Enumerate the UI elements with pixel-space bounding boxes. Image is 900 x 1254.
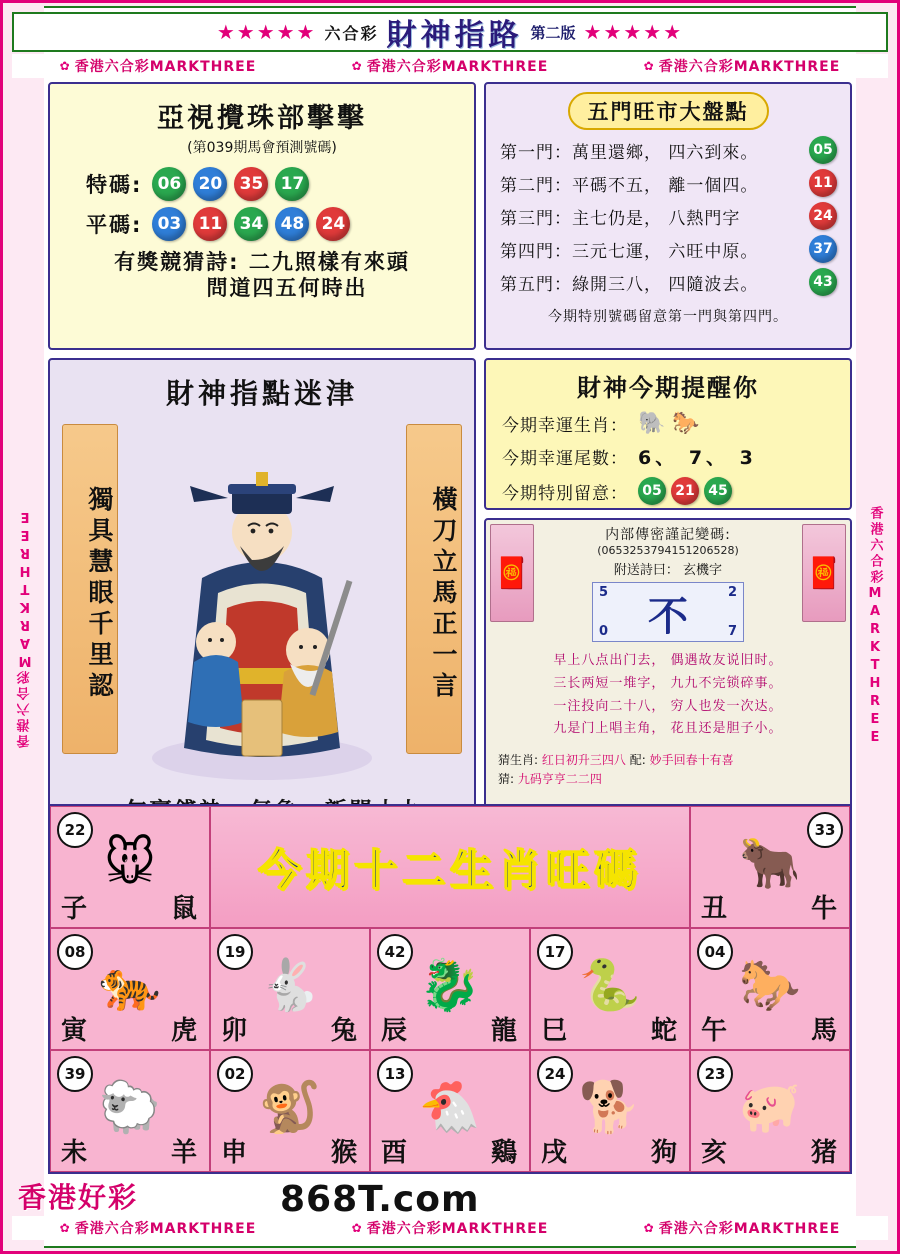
zodiac-number: 13: [377, 1056, 413, 1092]
secret-code-line3: 附送詩曰： 玄機字: [613, 563, 723, 578]
marquee-item: [60, 1218, 257, 1238]
zodiac-branch: 子: [61, 894, 88, 924]
pig-icon: 🐖: [738, 1077, 802, 1136]
special-number-row: [86, 167, 464, 201]
marquee-text: 香港六合彩MARKTHREE: [366, 59, 549, 75]
zodiac-cell-rat[interactable]: [50, 806, 210, 928]
footer-website: 868T.com: [280, 1179, 480, 1220]
special-ball: 06: [152, 167, 186, 201]
zodiac-number: 02: [217, 1056, 253, 1092]
clover-icon: ✿: [643, 1221, 655, 1235]
marquee-item: [644, 1218, 841, 1238]
marquee-item: [352, 1218, 549, 1238]
zodiac-cell-dog[interactable]: [530, 1050, 690, 1172]
gate-ball: 37: [809, 235, 837, 263]
gate-row: [500, 169, 842, 197]
secret-guess-block: [498, 751, 838, 789]
goat-icon: 🐑: [98, 1077, 162, 1136]
guess-value: 九码亨亨二二四: [517, 772, 602, 787]
zodiac-branch: 戌: [541, 1138, 568, 1168]
rooster-icon: 🐔: [418, 1077, 482, 1136]
secret-poem-line: 一注投向二十八， 穷人也发一次达。: [553, 698, 783, 714]
gate-ball: 11: [809, 169, 837, 197]
zodiac-branch: 巳: [541, 1016, 568, 1046]
clover-icon: ✿: [59, 59, 71, 73]
zodiac-branch: 丑: [701, 894, 728, 924]
marquee-text: 香港六合彩MARKTHREE: [658, 59, 841, 75]
normal-ball: 03: [152, 207, 186, 241]
zodiac-cell-tiger[interactable]: [50, 928, 210, 1050]
special-ball: 20: [193, 167, 227, 201]
marquee-text: 香港六合彩MARKTHREE: [366, 1221, 549, 1237]
zodiac-animal: 牛: [810, 894, 837, 924]
god-of-wealth-image: [126, 416, 398, 788]
zodiac-cell-rooster[interactable]: [370, 1050, 530, 1172]
gate-text: 第五門：綠開三八， 四隨波去。: [500, 274, 759, 295]
reminder-special-row: [502, 477, 840, 505]
zodiac-cell-pig[interactable]: [690, 1050, 850, 1172]
zodiac-branch: 酉: [381, 1138, 408, 1168]
zodiac-branch: 申: [221, 1138, 248, 1168]
zodiac-cell-rabbit[interactable]: [210, 928, 370, 1050]
zodiac-animal: 鷄: [490, 1138, 517, 1168]
gate-row: [500, 202, 842, 230]
mystic-corner-top-right: 2: [727, 585, 737, 600]
panel-prediction-title: 亞視攪珠部擊擊: [157, 103, 367, 134]
special-label: 特碼:: [86, 173, 143, 197]
zodiac-number: 39: [57, 1056, 93, 1092]
zodiac-branch: 寅: [61, 1016, 88, 1046]
content-area: [48, 82, 852, 1174]
zodiac-cell-ox[interactable]: [690, 806, 850, 928]
gate-text: 第三門：主七仍是， 八熱門字: [500, 208, 741, 229]
zodiac-animal: 馬: [810, 1016, 837, 1046]
zodiac-animal: 猪: [810, 1138, 837, 1168]
prediction-poem-line1: 有獎競猜詩: 二九照樣有來頭: [114, 250, 410, 274]
secret-code-line1: 内部傳密謹記變碼:: [605, 527, 731, 543]
lucky-zodiac-icons: 🐘 🐎: [638, 411, 700, 436]
zodiac-number: 08: [57, 934, 93, 970]
secret-poem-line: 九是门上唱主角， 花且还是胆子小。: [553, 721, 783, 737]
five-gates-title: 五門旺市大盤點: [568, 92, 769, 130]
secret-code-header: [490, 524, 846, 642]
reminder-lucky-tail-row: [502, 443, 840, 470]
zodiac-cell-horse[interactable]: [690, 928, 850, 1050]
mystic-corner-bottom-left: 0: [599, 624, 609, 639]
special-ball: 17: [275, 167, 309, 201]
couplet-right: 橫刀立馬正一言: [406, 424, 462, 754]
secret-poem-line: 三长两短一堆字， 九九不完锁碎事。: [553, 675, 783, 691]
page-header: [12, 12, 888, 52]
marquee-item: [352, 56, 549, 76]
panel-prediction-subtitle: (第039期馬會預測號碼): [187, 140, 337, 156]
zodiac-cell-goat[interactable]: [50, 1050, 210, 1172]
mystic-character-box: [592, 582, 744, 642]
pair-value: 妙手回春十有喜: [649, 753, 734, 767]
secret-code-center: [538, 524, 798, 642]
panel-god-of-wealth: [48, 358, 476, 854]
marquee-text: 香港六合彩MARKTHREE: [74, 59, 257, 75]
panel-five-gates: [484, 82, 852, 350]
gate-row: [500, 268, 842, 296]
ox-icon: 🐂: [738, 833, 802, 892]
zodiac-branch: 亥: [701, 1138, 728, 1168]
guess-row: [498, 770, 838, 789]
clover-icon: ✿: [351, 1221, 363, 1235]
guess-zodiac-value: 红日初升三四八: [541, 753, 626, 767]
zodiac-branch: 未: [61, 1138, 88, 1168]
stars-right-icon: ★★★★★: [583, 20, 684, 44]
side-band-left: [6, 6, 44, 1248]
five-gates-title-wrap: [494, 92, 842, 130]
normal-ball: 34: [234, 207, 268, 241]
gate-ball: 24: [809, 202, 837, 230]
zodiac-number: 04: [697, 934, 733, 970]
zodiac-animal: 羊: [170, 1138, 197, 1168]
side-band-right-text: 香港六合彩MARKTHREE: [867, 506, 883, 748]
monkey-icon: 🐒: [258, 1077, 322, 1136]
zodiac-number: 22: [57, 812, 93, 848]
gate-ball: 05: [809, 136, 837, 164]
rat-icon: 🐭: [103, 834, 157, 892]
zodiac-animal: 虎: [170, 1016, 197, 1046]
five-gates-footer: 今期特別號碼留意第一門與第四門。: [548, 309, 788, 325]
zodiac-cell-monkey[interactable]: [210, 1050, 370, 1172]
guess-zodiac-row: [498, 751, 838, 770]
clover-icon: ✿: [351, 59, 363, 73]
gate-text: 第四門：三元七運， 六旺中原。: [500, 241, 759, 262]
door-god-left-image: 🧧: [490, 524, 534, 622]
reminder-title: 財神今期提醒你: [577, 374, 759, 402]
god-panel-title: 財神指點迷津: [165, 377, 358, 410]
zodiac-animal: 蛇: [650, 1016, 677, 1046]
zodiac-animal: 兔: [330, 1016, 357, 1046]
god-of-wealth-illustration: [132, 428, 392, 788]
horse-icon: 🐎: [738, 955, 802, 1014]
gate-row: [500, 136, 842, 164]
marquee-top: [12, 54, 888, 78]
special-attention-label: 今期特別留意：: [502, 483, 628, 504]
snake-icon: 🐍: [578, 955, 642, 1014]
normal-ball: 24: [316, 207, 350, 241]
page-title: 財神指路: [386, 18, 523, 53]
lucky-tail-label: 今期幸運尾數：: [502, 449, 628, 469]
special-attention-ball: 05: [638, 477, 666, 505]
zodiac-cell-snake[interactable]: [530, 928, 690, 1050]
tiger-icon: 🐅: [98, 955, 162, 1014]
zodiac-banner: [210, 806, 690, 928]
zodiac-branch: 卯: [221, 1016, 248, 1046]
clover-icon: ✿: [59, 1221, 71, 1235]
zodiac-animal: 狗: [650, 1138, 677, 1168]
zodiac-branch: 辰: [381, 1016, 408, 1046]
gate-row: [500, 235, 842, 263]
mystic-corner-bottom-right: 7: [727, 624, 737, 639]
secret-poem-line: 早上八点出门去， 偶遇故友说旧时。: [553, 653, 783, 668]
zodiac-grid: [48, 804, 852, 1174]
secret-poem: [500, 650, 836, 741]
zodiac-cell-dragon[interactable]: [370, 928, 530, 1050]
zodiac-banner-text: 今期十二生肖旺碼: [258, 845, 642, 896]
zodiac-branch: 午: [701, 1016, 728, 1046]
reminder-lucky-zodiac-row: [502, 411, 840, 436]
pair-label: 配:: [629, 753, 646, 767]
marquee-text: 香港六合彩MARKTHREE: [658, 1221, 841, 1237]
edition-label: 第二版: [530, 23, 576, 42]
gate-ball: 43: [809, 268, 837, 296]
zodiac-number: 23: [697, 1056, 733, 1092]
prediction-poem: [60, 249, 464, 302]
lucky-zodiac-label: 今期幸運生肖：: [502, 416, 628, 436]
zodiac-animal: 鼠: [170, 894, 197, 924]
zodiac-number: 17: [537, 934, 573, 970]
normal-label: 平碼:: [86, 213, 143, 237]
couplet-left: 獨具慧眼千里認: [62, 424, 118, 754]
zodiac-number: 19: [217, 934, 253, 970]
zodiac-number: 42: [377, 934, 413, 970]
guess-label: 猜:: [498, 772, 515, 787]
panel-prediction: [48, 82, 476, 350]
marquee-item: [644, 56, 841, 76]
guess-zodiac-label: 猜生肖:: [498, 753, 539, 767]
normal-ball: 48: [275, 207, 309, 241]
marquee-item: [60, 56, 257, 76]
panel-reminder: [484, 358, 852, 510]
mystic-character: 不: [648, 593, 688, 640]
footer-brand: 香港好彩: [18, 1181, 139, 1214]
zodiac-animal: 猴: [330, 1138, 357, 1168]
special-attention-ball: 45: [704, 477, 732, 505]
normal-ball: 11: [193, 207, 227, 241]
special-attention-ball: 21: [671, 477, 699, 505]
dragon-icon: 🐉: [418, 955, 482, 1014]
side-band-left-text: 香港六合彩MARKTHREE: [17, 506, 33, 748]
god-artwork-area: [60, 416, 464, 788]
gate-text: 第一門：萬里還鄉， 四六到來。: [500, 142, 759, 163]
door-god-right-image: 🧧: [802, 524, 846, 622]
zodiac-animal: 龍: [490, 1016, 517, 1046]
special-ball: 35: [234, 167, 268, 201]
normal-number-row: [86, 207, 464, 241]
secret-code-digits: (0653253794151206528): [597, 544, 739, 557]
mystic-corner-top-left: 5: [599, 585, 609, 600]
gate-text: 第二門：平碼不五， 離一個四。: [500, 175, 759, 196]
header-subtitle: 六合彩: [324, 23, 379, 43]
dog-icon: 🐕: [578, 1077, 642, 1136]
zodiac-number: 33: [807, 812, 843, 848]
lucky-tail-value: 6、 7、 3: [638, 447, 757, 469]
clover-icon: ✿: [643, 59, 655, 73]
marquee-text: 香港六合彩MARKTHREE: [74, 1221, 257, 1237]
rabbit-icon: 🐇: [258, 955, 322, 1014]
side-band-right: [856, 6, 894, 1248]
stars-left-icon: ★★★★★: [216, 20, 317, 44]
zodiac-number: 24: [537, 1056, 573, 1092]
prediction-poem-line2: 問道四五何時出: [206, 276, 368, 301]
